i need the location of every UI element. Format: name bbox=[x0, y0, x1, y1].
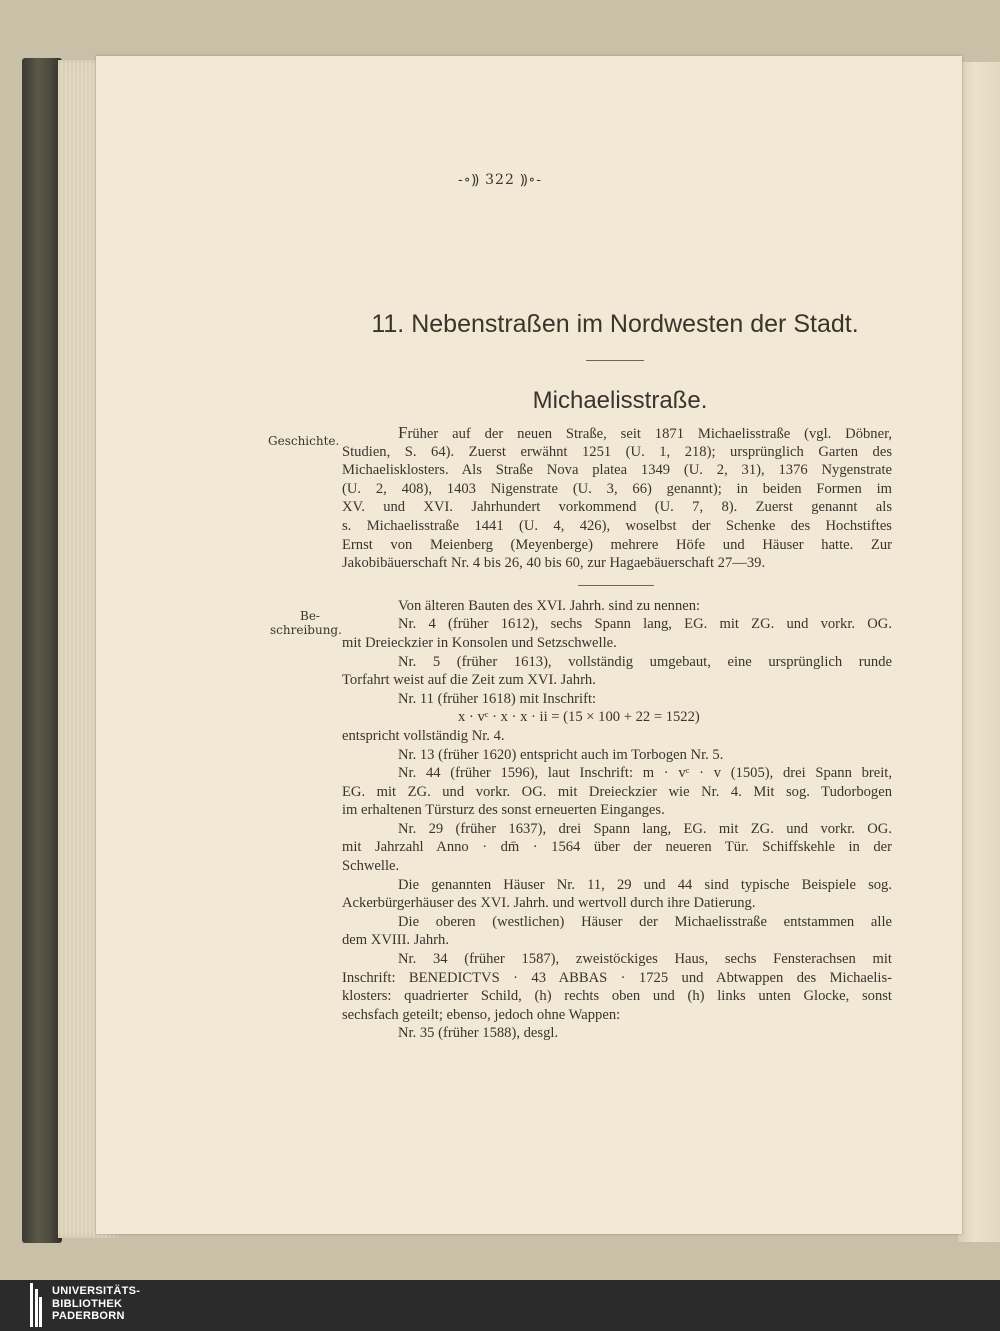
facing-page-edge bbox=[958, 62, 1000, 1242]
description-line: sechsfach geteilt; ebenso, jedoch ohne Wappen: bbox=[342, 1006, 621, 1023]
library-logo-mark-icon bbox=[30, 1283, 42, 1327]
description-line: Inschrift: BENEDICTVS · 43 ABBAS · 1725 und Abtwappen des Michaelis- bbox=[342, 969, 892, 986]
description-line: Nr. 5 (früher 1613), vollständig umgebaut, eine ursprünglich runde bbox=[398, 653, 892, 670]
description-line: Nr. 13 (früher 1620) entspricht auch im Torbogen Nr. 5. bbox=[398, 746, 724, 763]
body-text bbox=[342, 424, 892, 1043]
history-line: s. Michaelisstraße 1441 (U. 4, 426), woselbst der Schenke des Hochstiftes bbox=[342, 517, 892, 534]
description-line: Die oberen (westlichen) Häuser der Michaelisstraße entstammen alle bbox=[398, 913, 892, 930]
library-logo-line: PADERBORN bbox=[52, 1310, 125, 1322]
description-line: Nr. 35 (früher 1588), desgl. bbox=[398, 1025, 559, 1042]
history-line: Michaelisklosters. Als Straße Nova platea 1349 (U. 2, 31), 1376 Nygenstrate bbox=[342, 462, 892, 479]
history-line: (U. 2, 408), 1403 Nigenstrate (U. 3, 66) genannt); in beiden Formen im bbox=[342, 480, 892, 497]
description-line: Nr. 4 (früher 1612), sechs Spann lang, EG. mit ZG. und vorkr. OG. bbox=[398, 616, 892, 633]
description-line: Die genannten Häuser Nr. 11, 29 und 44 sind typische Beispiele sog. bbox=[398, 876, 892, 893]
description-line: klosters: quadrierter Schild, (h) rechts oben und (h) links unten Glocke, sonst bbox=[342, 988, 892, 1005]
description-line: Von älteren Bauten des XVI. Jahrh. sind zu nennen: bbox=[398, 597, 701, 614]
description-paragraphs bbox=[342, 597, 892, 1043]
history-line: Früher auf der neuen Straße, seit 1871 Michaelisstraße (vgl. Döbner, bbox=[398, 423, 892, 442]
description-line: x · vᶜ · x · x · ii = (15 × 100 + 22 = 1522) bbox=[458, 709, 700, 726]
page-number: -∘⸩ 322 ⸩∘- bbox=[457, 172, 543, 188]
description-line: Nr. 11 (früher 1618) mit Inschrift: bbox=[398, 690, 597, 707]
library-logo-line: UNIVERSITÄTS- bbox=[52, 1285, 141, 1297]
history-line: Studien, S. 64). Zuerst erwähnt 1251 (U. 1, 218); ursprünglich Garten des bbox=[342, 443, 892, 460]
book-cover-spine bbox=[22, 58, 62, 1243]
description-line: EG. mit ZG. und vorkr. OG. mit Dreieckzier wie Nr. 4. Mit sog. Tudorbogen bbox=[342, 783, 892, 800]
margin-note-description-1: Be- bbox=[300, 609, 320, 623]
description-line: Torfahrt weist auf die Zeit zum XVI. Jahrh. bbox=[342, 672, 596, 689]
library-logo bbox=[30, 1283, 190, 1327]
history-line: XV. und XVI. Jahrhundert vorkommend (U. 7, 8). Zuerst genannt als bbox=[342, 499, 892, 516]
description-line: entspricht vollständig Nr. 4. bbox=[342, 727, 505, 744]
library-logo-line: BIBLIOTHEK bbox=[52, 1297, 123, 1310]
description-line: Nr. 29 (früher 1637), drei Spann lang, EG. mit ZG. und vorkr. OG. bbox=[398, 820, 892, 837]
section-title: Michaelisstraße. bbox=[532, 387, 708, 414]
description-line: dem XVIII. Jahrh. bbox=[342, 932, 449, 949]
chapter-title: 11. Nebenstraßen im Nordwesten der Stadt. bbox=[371, 310, 859, 338]
history-paragraph bbox=[342, 424, 892, 573]
description-line: mit Dreieckzier in Konsolen und Setzschwelle. bbox=[342, 634, 617, 651]
description-line: mit Jahrzahl Anno · dm̄ · 1564 über der neueren Tür. Schiffskehle in der bbox=[342, 839, 892, 856]
title-divider bbox=[586, 360, 644, 361]
description-line: Schwelle. bbox=[342, 858, 400, 875]
section-divider bbox=[578, 585, 654, 586]
library-logo-text bbox=[52, 1285, 140, 1323]
margin-note-description-2: schreibung. bbox=[270, 623, 342, 637]
margin-note-history: Geschichte. bbox=[268, 434, 340, 448]
description-line: Nr. 34 (früher 1587), zweistöckiges Haus, sechs Fensterachsen mit bbox=[398, 951, 892, 968]
history-line: Jakobibäuerschaft Nr. 4 bis 26, 40 bis 60, zur Hagaebäuerschaft 27—39. bbox=[342, 555, 766, 572]
history-line: Ernst von Meienberg (Meyenberge) mehrere Höfe und Häuser hatte. Zur bbox=[342, 536, 892, 553]
description-line: im erhaltenen Türsturz des sonst erneuerten Einganges. bbox=[342, 802, 665, 819]
description-line: Ackerbürgerhäuser des XVI. Jahrh. und wertvoll durch ihre Datierung. bbox=[342, 895, 756, 912]
description-line: Nr. 44 (früher 1596), laut Inschrift: m · vᶜ · v (1505), drei Spann breit, bbox=[398, 765, 892, 782]
